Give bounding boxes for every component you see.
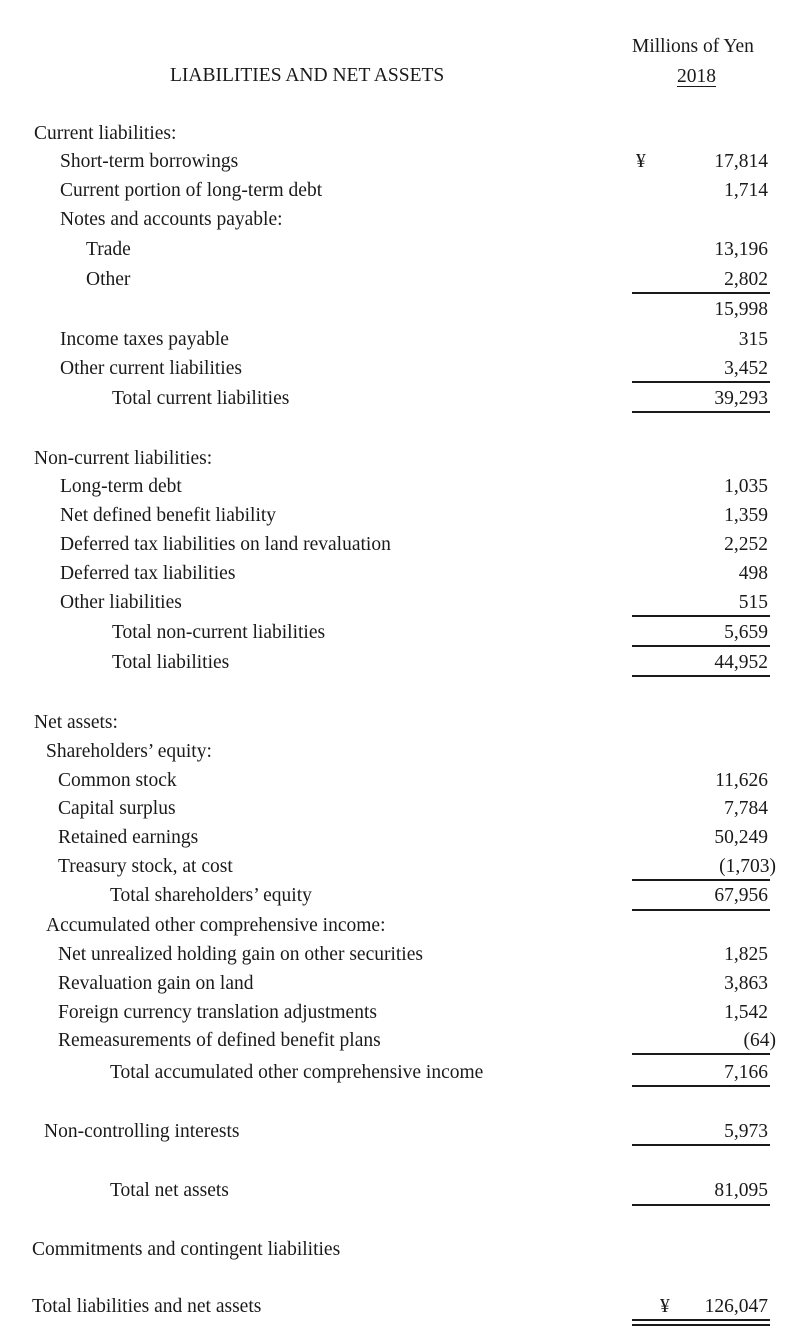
fx-adjustments-label: Foreign currency translation adjustments: [58, 1002, 377, 1023]
total-net-assets-label: Total net assets: [110, 1180, 229, 1201]
total-liabilities-value: 44,952: [714, 652, 768, 673]
total-net-assets-value: 81,095: [714, 1180, 768, 1201]
total-current-label: Total current liabilities: [112, 388, 290, 409]
other-payable-label: Other: [86, 269, 131, 290]
double-rule-bottom: [632, 1324, 770, 1326]
trade-value: 13,196: [714, 239, 768, 260]
fx-adjustments-value: 1,542: [724, 1002, 768, 1023]
unrealized-gain-value: 1,825: [724, 944, 768, 965]
noncurrent-liabilities-heading: Non-current liabilities:: [34, 448, 213, 469]
total-equity-label: Total shareholders’ equity: [110, 885, 312, 906]
long-term-debt-value: 1,035: [724, 476, 768, 497]
year-column-header: 2018: [677, 66, 716, 87]
grand-total-value: 126,047: [704, 1296, 768, 1317]
total-current-value: 39,293: [714, 388, 768, 409]
current-liabilities-heading: Current liabilities:: [34, 123, 177, 144]
current-portion-ltd-value: 1,714: [724, 180, 768, 201]
total-aoci-label: Total accumulated other comprehensive income: [110, 1062, 484, 1083]
noncontrolling-label: Non-controlling interests: [44, 1121, 240, 1142]
remeasurements-value: (64): [743, 1030, 776, 1051]
short-term-borrowings-label: Short-term borrowings: [60, 151, 239, 172]
aoci-heading: Accumulated other comprehensive income:: [46, 915, 386, 936]
subtotal-rule: [632, 381, 770, 383]
deferred-land-label: Deferred tax liabilities on land revaluation: [60, 534, 391, 555]
long-term-debt-label: Long-term debt: [60, 476, 182, 497]
net-defined-benefit-value: 1,359: [724, 505, 768, 526]
remeasurements-label: Remeasurements of defined benefit plans: [58, 1030, 381, 1051]
income-taxes-value: 315: [738, 329, 768, 350]
net-assets-heading: Net assets:: [34, 712, 118, 733]
subtotal-rule: [632, 292, 770, 294]
subtotal-rule: [632, 615, 770, 617]
treasury-stock-value: (1,703): [719, 856, 776, 877]
common-stock-value: 11,626: [715, 770, 768, 791]
noncontrolling-value: 5,973: [724, 1121, 768, 1142]
other-payable-value: 2,802: [724, 269, 768, 290]
revaluation-gain-label: Revaluation gain on land: [58, 973, 254, 994]
short-term-borrowings-value: 17,814: [714, 151, 768, 172]
deferred-tax-value: 498: [738, 563, 768, 584]
other-current-value: 3,452: [724, 358, 768, 379]
retained-earnings-label: Retained earnings: [58, 827, 199, 848]
section-title: LIABILITIES AND NET ASSETS: [170, 65, 445, 86]
other-liabilities-value: 515: [738, 592, 768, 613]
unrealized-gain-label: Net unrealized holding gain on other securities: [58, 944, 423, 965]
commitments-label: Commitments and contingent liabilities: [32, 1239, 341, 1260]
total-liabilities-label: Total liabilities: [112, 652, 230, 673]
notes-payable-heading: Notes and accounts payable:: [60, 209, 283, 230]
other-current-label: Other current liabilities: [60, 358, 242, 379]
subtotal-rule: [632, 1204, 770, 1206]
net-defined-benefit-label: Net defined benefit liability: [60, 505, 277, 526]
trade-label: Trade: [86, 239, 131, 260]
retained-earnings-value: 50,249: [714, 827, 768, 848]
yen-symbol: ¥: [660, 1296, 670, 1317]
common-stock-label: Common stock: [58, 770, 177, 791]
treasury-stock-label: Treasury stock, at cost: [58, 856, 233, 877]
grand-total-label: Total liabilities and net assets: [32, 1296, 262, 1317]
subtotal-rule: [632, 909, 770, 911]
shareholders-equity-heading: Shareholders’ equity:: [46, 741, 212, 762]
current-portion-ltd-label: Current portion of long-term debt: [60, 180, 323, 201]
total-noncurrent-value: 5,659: [724, 622, 768, 643]
total-rule: [632, 675, 770, 677]
subtotal-rule: [632, 1085, 770, 1087]
income-taxes-label: Income taxes payable: [60, 329, 229, 350]
double-rule-top: [632, 1319, 770, 1321]
total-equity-value: 67,956: [714, 885, 768, 906]
deferred-land-value: 2,252: [724, 534, 768, 555]
total-noncurrent-label: Total non-current liabilities: [112, 622, 326, 643]
subtotal-rule: [632, 1144, 770, 1146]
other-liabilities-label: Other liabilities: [60, 592, 182, 613]
subtotal-rule: [632, 645, 770, 647]
capital-surplus-value: 7,784: [724, 798, 768, 819]
capital-surplus-label: Capital surplus: [58, 798, 176, 819]
unit-label: Millions of Yen: [632, 36, 754, 57]
subtotal-rule: [632, 1053, 770, 1055]
yen-symbol: ¥: [636, 151, 646, 172]
total-aoci-value: 7,166: [724, 1062, 768, 1083]
revaluation-gain-value: 3,863: [724, 973, 768, 994]
subtotal-rule: [632, 879, 770, 881]
deferred-tax-label: Deferred tax liabilities: [60, 563, 236, 584]
total-rule: [632, 411, 770, 413]
notes-payable-subtotal: 15,998: [714, 299, 768, 320]
